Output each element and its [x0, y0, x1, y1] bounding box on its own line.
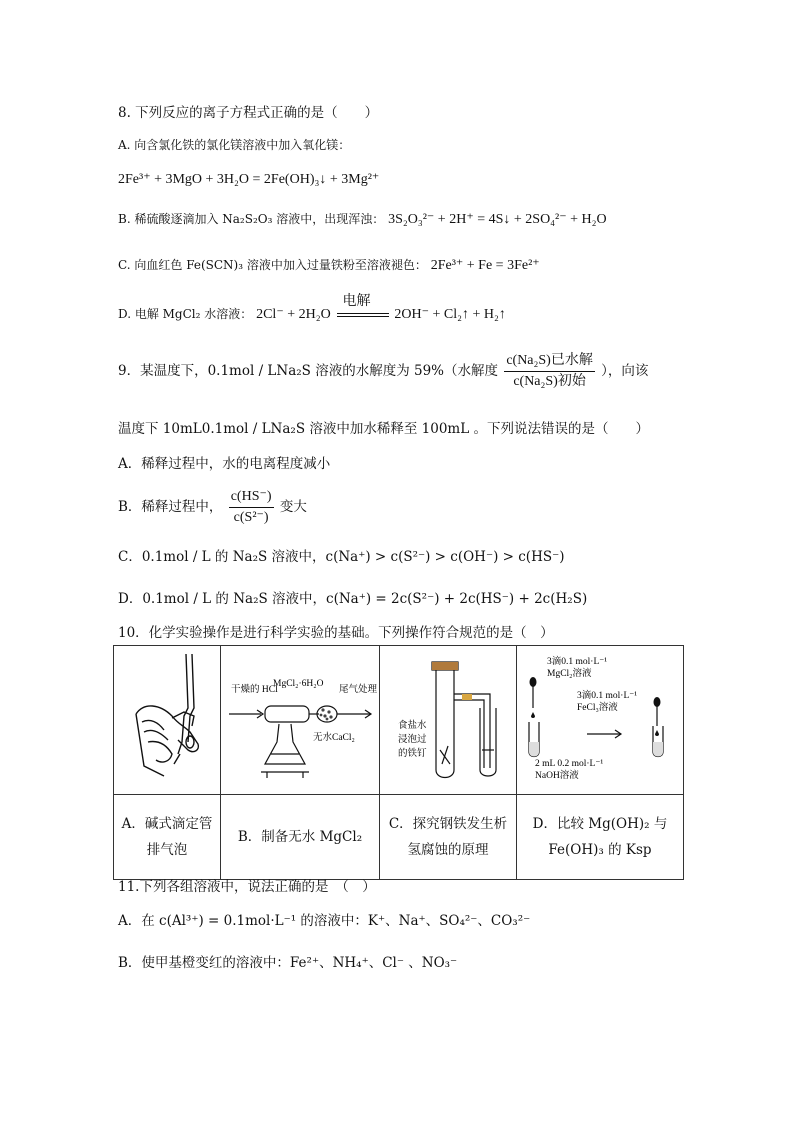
option-a-line2: 排气泡 — [146, 842, 188, 858]
fig-a-cell — [114, 646, 221, 795]
q8-option-d-label: D. 电解 MgCl₂ 水溶液： — [118, 307, 253, 321]
q8-option-a-label: A. 向含氯化铁的氯化镁溶液中加入氧化镁： — [118, 138, 351, 152]
electrolysis-condition: 电解 — [342, 292, 371, 309]
q9-stem-part2: ），向该 — [601, 363, 649, 379]
option-c-line2: 氢腐蚀的原理 — [407, 842, 489, 858]
electrolysis-sign — [337, 292, 389, 322]
fig-d-top2b: FeCl₃溶液 — [577, 703, 618, 713]
option-c-line1: C．探究钢铁发生析 — [388, 816, 508, 832]
fig-d-cell — [517, 646, 684, 795]
fig-b-hcl-label: 干燥的 HCl — [231, 685, 278, 695]
q8-option-b-label: B. 稀硫酸逐滴加入 Na₂S₂O₃ 溶液中，出现浑浊： — [118, 212, 385, 226]
q11-option-a: A．在 c(Al³⁺) = 0.1mol·L⁻¹ 的溶液中：K⁺、Na⁺、SO₄²⁻、CO₃²⁻ — [118, 913, 531, 929]
fig-b-cacl2-label: 无水CaCl₂ — [313, 733, 355, 743]
ksp-comparison-apparatus — [517, 646, 683, 790]
q9-option-b-numerator: c(HS⁻) — [229, 488, 274, 508]
q9-option-b-post: 变大 — [279, 499, 307, 515]
q9-option-d: D．0.1mol / L 的 Na₂S 溶液中，c(Na⁺) = 2c(S²⁻) + 2c(HS⁻) + 2c(H₂S) — [118, 591, 588, 607]
q9-option-b-pre: B．稀释过程中， — [118, 499, 223, 515]
q9-stem-line2: 温度下 10mL0.1mol / LNa₂S 溶液中加水稀释至 100mL 。下列说法错误的是（ ） — [118, 421, 649, 437]
q11-stem: 11.下列各组溶液中，说法正确的是 （ ） — [118, 879, 376, 895]
fig-c-nail-label-2: 浸泡过 — [398, 735, 427, 745]
q8-option-b-equation: 3S₂O₃²⁻ + 2H⁺ = 4S↓ + 2SO₄²⁻ + H₂O — [388, 212, 607, 227]
option-d-line2: Fe(OH)₃ 的 Ksp — [548, 842, 652, 858]
fig-d-bottom1b: NaOH溶液 — [535, 771, 579, 781]
option-c-caption — [380, 795, 517, 880]
q8-option-c-equation: 2Fe³⁺ + Fe = 3Fe²⁺ — [430, 258, 540, 273]
fig-c-nail-label-3: 的铁钉 — [398, 749, 427, 759]
option-b-line1: B．制备无水 MgCl₂ — [237, 829, 363, 845]
fig-d-top1b: MgCl₂溶液 — [547, 669, 592, 679]
option-d-caption — [517, 795, 684, 880]
q8-stem: 8. 下列反应的离子方程式正确的是（ ） — [118, 105, 379, 121]
q9-option-b-denominator: c(S²⁻) — [233, 510, 269, 525]
fig-c-cell — [380, 646, 517, 795]
iron-nail-corrosion-apparatus — [380, 646, 516, 790]
q9-option-c: C．0.1mol / L 的 Na₂S 溶液中，c(Na⁺) > c(S²⁻) > c(OH⁻) > c(HS⁻) — [118, 549, 565, 565]
q8-option-d-eq-right: 2OH⁻ + Cl₂↑ + H₂↑ — [394, 307, 506, 322]
q8-option-a-equation: 2Fe³⁺ + 3MgO + 3H₂O = 2Fe(OH)₃↓ + 3Mg²⁺ — [118, 172, 380, 187]
option-a-caption — [114, 795, 221, 880]
q8-option-c — [118, 256, 540, 275]
fig-d-top1: 3滴0.1 mol·L⁻¹ — [547, 657, 608, 667]
experiment-table — [113, 645, 684, 880]
q8-option-d — [118, 292, 506, 324]
q10-stem: 10．化学实验操作是进行科学实验的基础。下列操作符合规范的是（ ） — [118, 625, 554, 641]
fig-d-top2: 3滴0.1 mol·L⁻¹ — [577, 691, 638, 701]
hydrolysis-denominator: c(Na₂S)初始 — [513, 374, 586, 389]
fig-c-nail-label-1: 食盐水 — [398, 721, 427, 731]
cacl2-granules — [320, 708, 333, 720]
fig-b-cell — [221, 646, 380, 795]
burette-hand-illustration — [114, 646, 220, 790]
option-a-line1: A．碱式滴定管 — [121, 816, 213, 832]
fig-d-bottom1: 2 mL 0.2 mol·L⁻¹ — [535, 759, 604, 769]
q9-option-b — [118, 488, 307, 527]
q8-option-b — [118, 210, 607, 229]
anhydrous-mgcl2-apparatus — [221, 646, 379, 790]
q9-option-b-fraction — [229, 488, 274, 527]
q9-stem-part1: 9．某温度下，0.1mol / LNa₂S 溶液的水解度为 59%（水解度 — [118, 363, 499, 379]
fig-b-mgcl2-label: MgCl₂·6H₂O — [273, 679, 324, 689]
fig-b-tail-label: 尾气处理 — [339, 685, 378, 695]
option-d-line1: D．比较 Mg(OH)₂ 与 — [532, 816, 668, 832]
q11-option-b: B．使甲基橙变红的溶液中：Fe²⁺、NH₄⁺、Cl⁻ 、NO₃⁻ — [118, 955, 458, 971]
q9-option-a: A．稀释过程中，水的电离程度减小 — [118, 456, 331, 472]
q8-option-c-label: C. 向血红色 Fe(SCN)₃ 溶液中加入过量铁粉至溶液褪色： — [118, 258, 427, 272]
option-b-caption — [221, 795, 380, 880]
hydrolysis-fraction — [504, 352, 595, 391]
q9-stem-line1 — [118, 352, 648, 391]
q8-option-d-eq-left: 2Cl⁻ + 2H₂O — [256, 307, 331, 322]
hydrolysis-numerator: c(Na₂S)已水解 — [504, 352, 595, 372]
